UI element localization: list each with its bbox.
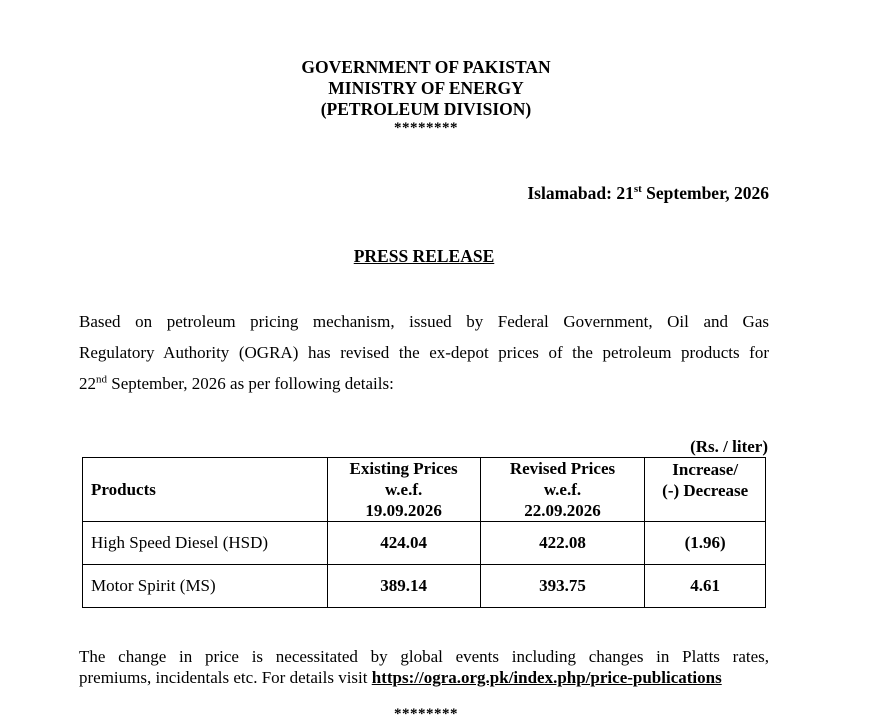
header-change-decrease: (-) Decrease [662, 481, 749, 500]
row-price-change: 4.61 [645, 565, 766, 608]
intro-date-prefix: 22 [79, 374, 96, 393]
header-separator: ******** [394, 120, 458, 136]
header-cell-revised [480, 458, 645, 522]
header-change-increase: Increase/ [672, 460, 739, 479]
page-title: PRESS RELEASE [353, 246, 495, 266]
header-ministry: MINISTRY OF ENERGY [328, 78, 524, 98]
header-revised-date: 22.09.2026 [524, 501, 601, 520]
header-division: (PETROLEUM DIVISION) [320, 99, 532, 119]
header-existing-wef: w.e.f. [384, 480, 423, 499]
header-existing-title: Existing Prices [349, 459, 458, 478]
footer-separator: ******** [394, 706, 458, 722]
intro-line-3 [79, 373, 394, 394]
closing-line-2 [79, 667, 722, 688]
row-existing-price: 424.04 [327, 522, 480, 565]
price-table [82, 457, 766, 608]
row-revised-price: 422.08 [480, 522, 645, 565]
row-price-change: (1.96) [645, 522, 766, 565]
header-cell-products [83, 458, 328, 522]
row-revised-price: 393.75 [480, 565, 645, 608]
header-existing-date: 19.09.2026 [365, 501, 442, 520]
header-products: Products [91, 480, 156, 499]
intro-line-2: Regulatory Authority (OGRA) has revised the ex-depot prices of the petroleum products for [79, 343, 769, 362]
row-product: High Speed Diesel (HSD) [83, 522, 328, 565]
dateline-suffix: st [633, 183, 642, 196]
intro-date-suffix: nd [96, 373, 107, 386]
table-row [83, 522, 766, 565]
header-cell-existing [327, 458, 480, 522]
header-cell-change [645, 458, 766, 522]
header-revised-title: Revised Prices [509, 459, 616, 478]
table-header-row [83, 458, 766, 522]
closing-line-1: The change in price is necessitated by global events including changes in Platts rates, [79, 647, 769, 666]
table-row [83, 565, 766, 608]
intro-date-rest: September, 2026 as per following details: [107, 374, 394, 393]
header-revised-wef: w.e.f. [543, 480, 582, 499]
price-publications-link[interactable]: https://ogra.org.pk/index.php/price-publications [371, 668, 722, 687]
dateline-prefix: Islamabad: 21 [527, 183, 634, 203]
dateline [527, 183, 769, 204]
row-existing-price: 389.14 [327, 565, 480, 608]
table-unit: (Rs. / liter) [690, 437, 768, 456]
dateline-rest: September, 2026 [641, 183, 769, 203]
row-product: Motor Spirit (MS) [83, 565, 328, 608]
intro-line-1: Based on petroleum pricing mechanism, issued by Federal Government, Oil and Gas [79, 312, 769, 331]
header-government: GOVERNMENT OF PAKISTAN [301, 57, 551, 77]
closing-prefix: premiums, incidentals etc. For details visit [79, 668, 372, 687]
